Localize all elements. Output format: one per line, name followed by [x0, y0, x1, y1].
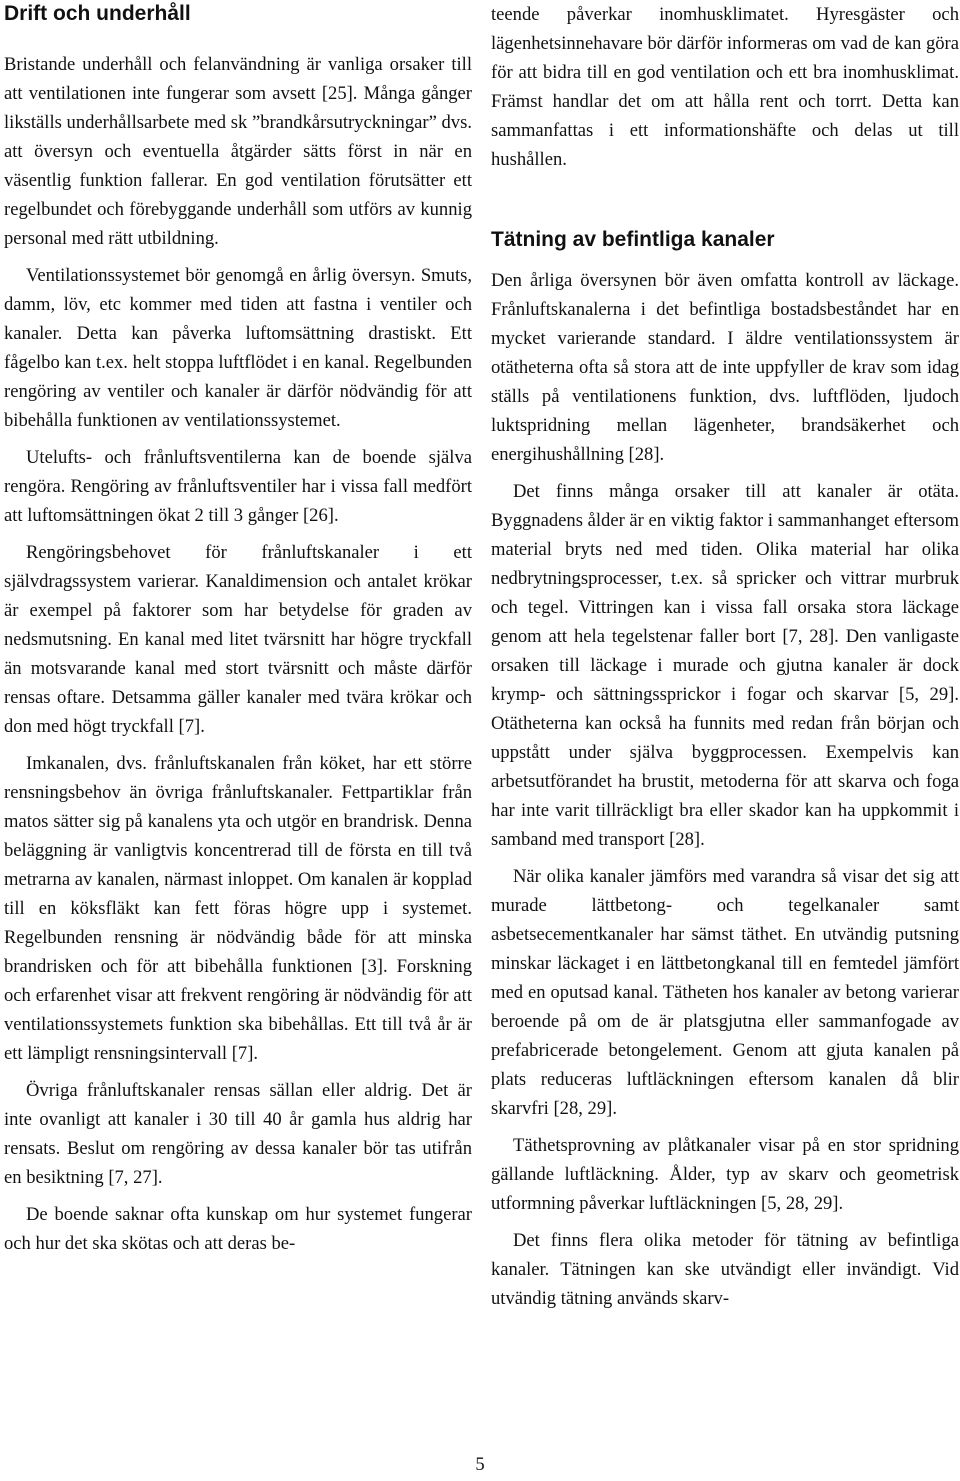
- paragraph: Det finns flera olika metoder för tätning av befintliga kanaler. Tätningen kan ske utvändigt eller invändigt. Vid utvändig tätning används skarv-: [491, 1230, 959, 1309]
- paragraph: Bristande underhåll och felanvändning är vanliga orsaker till att ventilationen inte fungerar som avsett [25]. Många gånger likställs underhållsarbete med sk ”brandkårsutryckningar” dvs. att översyn och eventuella åtgärder sätts först in när en väsentlig funktion fallerar. En god ventilation förutsätter ett regelbundet och förebyggande underhåll som utförs av kunnig personal med rätt utbildning.: [4, 54, 472, 249]
- paragraph: Den årliga översynen bör även omfatta kontroll av läckage. Frånluftskanalerna i det befintliga bostadsbeståndet har en mycket varierande standard. I äldre ventilationssystem är otätheterna ofta så stora att de inte uppfyller de krav som idag ställs på ventilationens funktion, dvs. luftflöden, ljudoch luktspridning mellan lägenheter, brandsäkerhet och energihushållning [28].: [491, 270, 959, 465]
- left-column: [4, 0, 472, 1258]
- paragraph: De boende saknar ofta kunskap om hur systemet fungerar och hur det ska skötas och att deras be-: [4, 1204, 472, 1254]
- right-column: [491, 0, 959, 1313]
- page-number: 5: [475, 1454, 485, 1475]
- paragraph: Utelufts- och frånluftsventilerna kan de boende själva rengöra. Rengöring av frånluftsventiler har i vissa fall medfört att luftomsättningen ökat 2 till 3 gånger [26].: [4, 447, 472, 526]
- paragraph: När olika kanaler jämförs med varandra så visar det sig att murade lättbetong- och tegelkanaler samt asbetsecementkanaler har sämst täthet. En utvändig putsning minskar läckaget i en lättbetongkanal till en femtedel jämfört med en oputsad kanal. Tätheten hos kanaler av betong varierar beroende på om de är platsgjutna eller sammanfogade av prefabricerade betongelement. Genom att gjuta kanalen på plats reduceras luftläckningen eftersom kanalen då blir skarvfri [28, 29].: [491, 866, 959, 1119]
- section-heading-drift: Drift och underhåll: [4, 2, 191, 25]
- paragraph: Imkanalen, dvs. frånluftskanalen från köket, har ett större rensningsbehov än övriga frånluftskanaler. Fettpartiklar från matos sätter sig på kanalens yta och utgör en brandrisk. Denna beläggning är vanligtvis koncentrerad till de första en till två metrarna av kanalen, närmast inloppet. Om kanalen är kopplad till en köksfläkt kan fett föras högre upp i systemet. Regelbunden rensning är nödvändig både för att minska brandrisken och för att bibehålla funktionen [3]. Forskning och erfarenhet visar att frekvent rengöring är nödvändig för att ventilationssystemets funktion ska bibehållas. Ett till två år är ett lämpligt rensningsintervall [7].: [4, 753, 472, 1064]
- paragraph: Ventilationssystemet bör genomgå en årlig översyn. Smuts, damm, löv, etc kommer med tiden att fastna i ventiler och kanaler. Detta kan påverka luftomsättning drastiskt. Ett fågelbo kan t.ex. helt stoppa luftflödet i en kanal. Regelbunden rengöring av ventiler och kanaler är därför nödvändig för att bibehålla funktionen av ventilationssystemet.: [4, 265, 472, 431]
- paragraph-continuation: teende påverkar inomhusklimatet. Hyresgäster och lägenhetsinnehavare bör därför informeras om vad de kan göra för att bidra till en god ventilation och ett bra inomhusklimat. Främst handlar det om att hålla rent och torrt. Detta kan sammanfattas i ett informationshäfte och delas ut till hushållen.: [491, 4, 959, 170]
- paragraph: Övriga frånluftskanaler rensas sällan eller aldrig. Det är inte ovanligt att kanaler i 30 till 40 år gamla hus aldrig har rensats. Beslut om rengöring av dessa kanaler bör tas utifrån en besiktning [7, 27].: [4, 1080, 472, 1188]
- paragraph: Rengöringsbehovet för frånluftskanaler i ett självdragssystem varierar. Kanaldimension och antalet krökar är exempel på faktorer som har betydelse för graden av nedsmutsning. En kanal med litet tvärsnitt har högre tryckfall än motsvarande kanal med stort tvärsnitt och måste därför rensas oftare. Detsamma gäller kanaler med tvära krökar och don med högt tryckfall [7].: [4, 542, 472, 737]
- paragraph: Täthetsprovning av plåtkanaler visar på en stor spridning gällande luftläckning. Ålder, typ av skarv och geometrisk utformning påverkar luftläckningen [5, 28, 29].: [491, 1135, 959, 1214]
- paragraph: Det finns många orsaker till att kanaler är otäta. Byggnadens ålder är en viktig faktor i sammanhanget eftersom material bryts ned med tiden. Olika material har olika nedbrytningsprocesser, t.ex. så spricker och vittrar murbruk och tegel. Vittringen kan i vissa fall orsaka stora läckage genom att hela tegelstenar faller bort [7, 28]. Den vanligaste orsaken till läckage i murade och gjutna kanaler är dock krymp- och sättningssprickor i fogar och skarvar [5, 29]. Otätheterna kan också ha funnits med redan från början och uppstått under själva byggprocessen. Exempelvis kan arbetsutförandet ha brustit, metoderna för att skarva och foga har inte varit tillräckligt bra eller skador kan ha uppkommit i samband med transport [28].: [491, 481, 959, 850]
- section-heading-tatning: Tätning av befintliga kanaler: [491, 228, 775, 251]
